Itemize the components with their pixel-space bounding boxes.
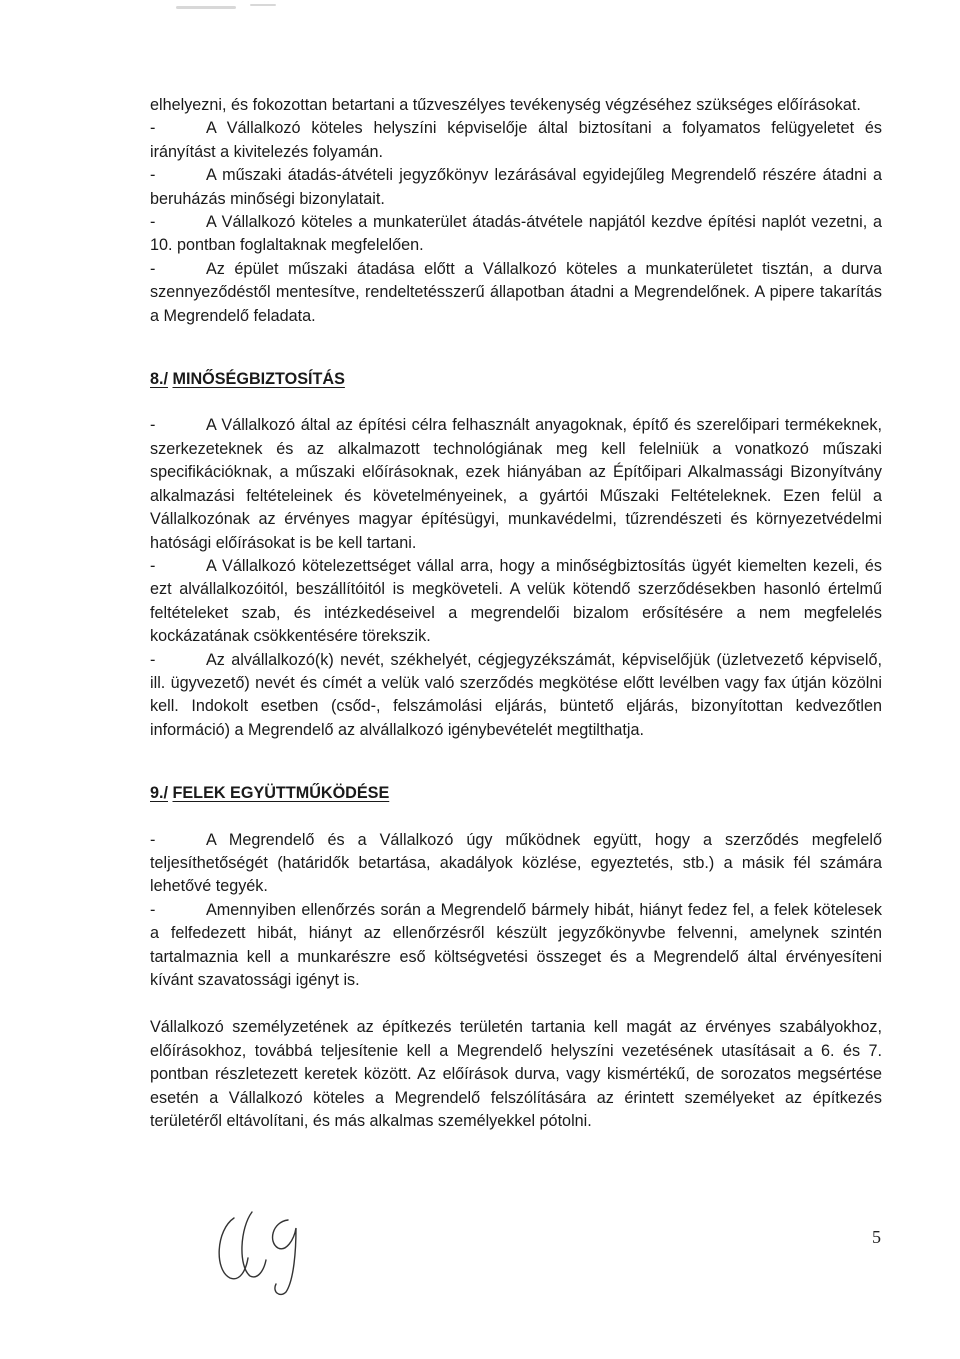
section-9-title: FELEK EGYÜTTMŰKÖDÉSE	[172, 784, 390, 803]
handwritten-signature	[212, 1200, 322, 1300]
section-8-title: MINŐSÉGBIZTOSÍTÁS	[172, 370, 345, 389]
section-9-heading	[150, 782, 882, 805]
list-item-text: A Vállalkozó kötelezettséget vállal arra, hogy a minőségbiztosítás ügyét kiemelten kezeli, és ezt alvállalkozóitól, beszállítóitól is megköveteli. A velük kötendő szerződésekben hasonló értelmű feltételeket szab, és intézkedéseivel a megrendelői bizalom erősítésére a nem megfelelés kockázatának csökkentésére törekszik.	[150, 556, 882, 646]
closing-paragraph: Vállalkozó személyzetének az építkezés területén tartania kell magát az érvényes szabályokhoz, előírásokhoz, továbbá teljesítenie kell a Megrendelő helyszíni vezetésének utasításait a 6. és 7. pontban részletezett keretek között. Az előírások durva, vagy kismértékű, de sorozatos megsértése esetén a Vállalkozó köteles a Megrendelő felszólítására az érintett személyeket az építkezés területéről eltávolítani, és más alkalmas személyekkel pótolni.	[150, 1018, 882, 1131]
scan-artifact	[176, 6, 236, 9]
list-item-text: A Vállalkozó köteles a munkaterület átadás-átvétele napjától kezdve építési naplót vezetni, a 10. pontban foglaltaknak megfelelően.	[150, 213, 882, 255]
bullet-dash: -	[150, 166, 156, 185]
bullet-dash: -	[150, 830, 156, 849]
list-item-text: Az alvállalkozó(k) nevét, székhelyét, cégjegyzékszámát, képviselőjük (üzletvezető képviselő, ill. ügyvezető) nevét és címét a velük való szerződés megkötése előtt levélben vagy fax útján közölni kell. Indokolt esetben (csőd-, felszámolási eljárás, büntető eljárás, bizonyítottan kedvezőtlen információ) a Megrendelő az alvállalkozó igénybevételét megtilthatja.	[150, 650, 882, 739]
section-8-number: 8./	[150, 370, 168, 389]
scan-artifact	[250, 4, 276, 6]
continuation-paragraph: elhelyezni, és fokozottan betartani a tűzveszélyes tevékenység végzéséhez szükséges előírásokat.	[150, 96, 861, 114]
bullet-dash: -	[150, 416, 156, 435]
list-item	[150, 211, 882, 258]
bullet-dash: -	[150, 259, 156, 278]
list-item-text: A Megrendelő és a Vállalkozó úgy működnek együtt, hogy a szerződés megfelelő teljesíthetőségét (határidők betartása, akadályok közlése, egyeztetés, stb.) a másik fél számára lehetővé tegyék.	[150, 830, 882, 896]
section-8-heading	[150, 368, 882, 391]
section-9-number: 9./	[150, 784, 168, 803]
list-item	[150, 899, 882, 993]
page-number: 5	[872, 1227, 881, 1247]
bullet-dash: -	[150, 213, 156, 232]
bullet-dash: -	[150, 556, 156, 575]
list-item	[150, 117, 882, 164]
list-item	[150, 829, 882, 899]
list-item	[150, 649, 882, 743]
list-item-text: Az épület műszaki átadása előtt a Vállalkozó köteles a munkaterületet tisztán, a durva szennyeződéstől mentesítve, rendeltetésszerű állapotban átadni a Megrendelőnek. A pipere takarítás a Megrendelő feladata.	[150, 259, 882, 325]
page-body	[150, 94, 882, 1133]
list-item	[150, 555, 882, 649]
list-item-text: A Vállalkozó köteles helyszíni képviselője által biztosítani a folyamatos felügyeletet és irányítást a kivitelezés folyamán.	[150, 119, 882, 161]
list-item-text: Amennyiben ellenőrzés során a Megrendelő bármely hibát, hiányt fedez fel, a felek kötelesek a felfedezett hibát, hiányt az ellenőrzésről készült jegyzőkönyvbe felvenni, amelynek szintén tartalmaznia kell a munkarészre eső költségvetési összeget és a Megrendelő által érvényesíteni kívánt szavatossági igényt is.	[150, 900, 882, 989]
bullet-dash: -	[150, 900, 156, 919]
list-item-text: A Vállalkozó által az építési célra felhasznált anyagoknak, építő és szerelőipari termékeknek, szerkezeteknek és az alkalmazott technológiának meg kell felelniük a vonatkozó műszaki specifikációknak, a műszaki előírásoknak, ezek hiányában az Építőipari Alkalmassági Bizonyítvány alkalmazási feltételeinek és követelményeinek, a gyártói Műszaki Feltételeknek. Ezen felül a Vállalkozónak az érvényes magyar építésügyi, munkavédelmi, tűzrendészeti és környezetvédelmi hatósági előírásokat is be kell tartani.	[150, 416, 882, 552]
list-item	[150, 414, 882, 554]
bullet-dash: -	[150, 119, 156, 138]
list-item	[150, 164, 882, 211]
bullet-dash: -	[150, 650, 156, 669]
list-item-text: A műszaki átadás-átvételi jegyzőkönyv lezárásával egyidejűleg Megrendelő részére átadni a beruházás minőségi bizonylatait.	[150, 166, 882, 208]
list-item	[150, 258, 882, 328]
